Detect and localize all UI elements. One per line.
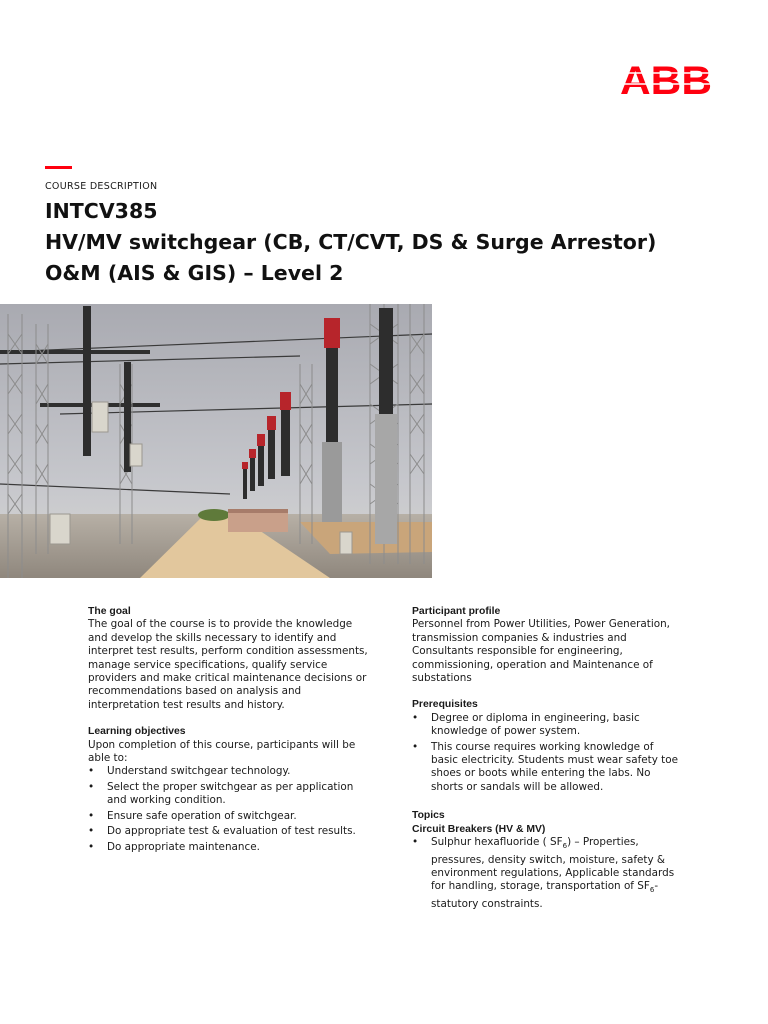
- objectives-intro: Upon completion of this course, participants will be able to:: [88, 738, 356, 765]
- goal-heading: The goal: [88, 606, 131, 617]
- course-title: [45, 196, 656, 289]
- list-item: • Degree or diploma in engineering, basic knowledge of power system.: [412, 712, 680, 739]
- course-title-line-3: O&M (AIS & GIS) – Level 2: [45, 261, 344, 285]
- topic-text-part-1: Sulphur hexafluoride ( SF: [431, 836, 563, 849]
- list-item: • This course requires working knowledge of basic electricity. Students must wear safety toe shoes or boots while entering the labs. No shorts or sandals will be allowed.: [412, 741, 680, 795]
- prerequisites-heading: Prerequisites: [412, 699, 478, 711]
- course-title-line-2: HV/MV switchgear (CB, CT/CVT, DS & Surge Arrestor): [45, 230, 657, 254]
- topics-subheading: Circuit Breakers (HV & MV): [412, 823, 546, 835]
- goal-text: The goal of the course is to provide the knowledge and develop the skills necessary to identify and interpret test results, perform condition assessments, manage service specifications, qualify service providers and make critical maintenance decisions or recommendations based on analysis and interpretation test results and history.: [88, 618, 368, 711]
- substation-photo: [0, 304, 432, 578]
- svg-text:ABB: ABB: [620, 62, 712, 96]
- course-kicker: COURSE DESCRIPTION: [45, 181, 158, 192]
- participant-text: Personnel from Power Utilities, Power Generation, transmission companies & industries and Consultants responsible for engineering, commissioning, operation and Maintenance of substations: [412, 618, 670, 685]
- list-item: • Ensure safe operation of switchgear.: [88, 810, 370, 823]
- abb-logo: [620, 62, 712, 96]
- prerequisites-list: [412, 712, 680, 794]
- topics-heading: Topics: [412, 810, 445, 822]
- topics-list: [412, 836, 680, 911]
- course-code: INTCV385: [45, 199, 158, 223]
- participant-heading: Participant profile: [412, 606, 501, 617]
- sf6-subscript: 6: [649, 886, 655, 895]
- topic-text-part-2: ) – Properties, pressures, density switch, moisture, safety & environment regulations, Applicable standards for handling, storage, transportation of SF: [431, 836, 675, 893]
- left-column: [88, 605, 370, 856]
- list-item: • Do appropriate test & evaluation of test results.: [88, 825, 370, 838]
- list-item: [412, 836, 680, 911]
- sf6-subscript: 6: [562, 842, 568, 851]
- list-item: • Select the proper switchgear as per application and working condition.: [88, 781, 370, 808]
- right-column: [412, 605, 680, 913]
- objectives-heading: Learning objectives: [88, 726, 186, 738]
- topic-text-part-3: - statutory constraints.: [431, 880, 659, 910]
- objectives-list: [88, 765, 370, 853]
- list-item: • Understand switchgear technology.: [88, 765, 370, 778]
- list-item: • Do appropriate maintenance.: [88, 841, 370, 854]
- accent-line: [45, 166, 72, 169]
